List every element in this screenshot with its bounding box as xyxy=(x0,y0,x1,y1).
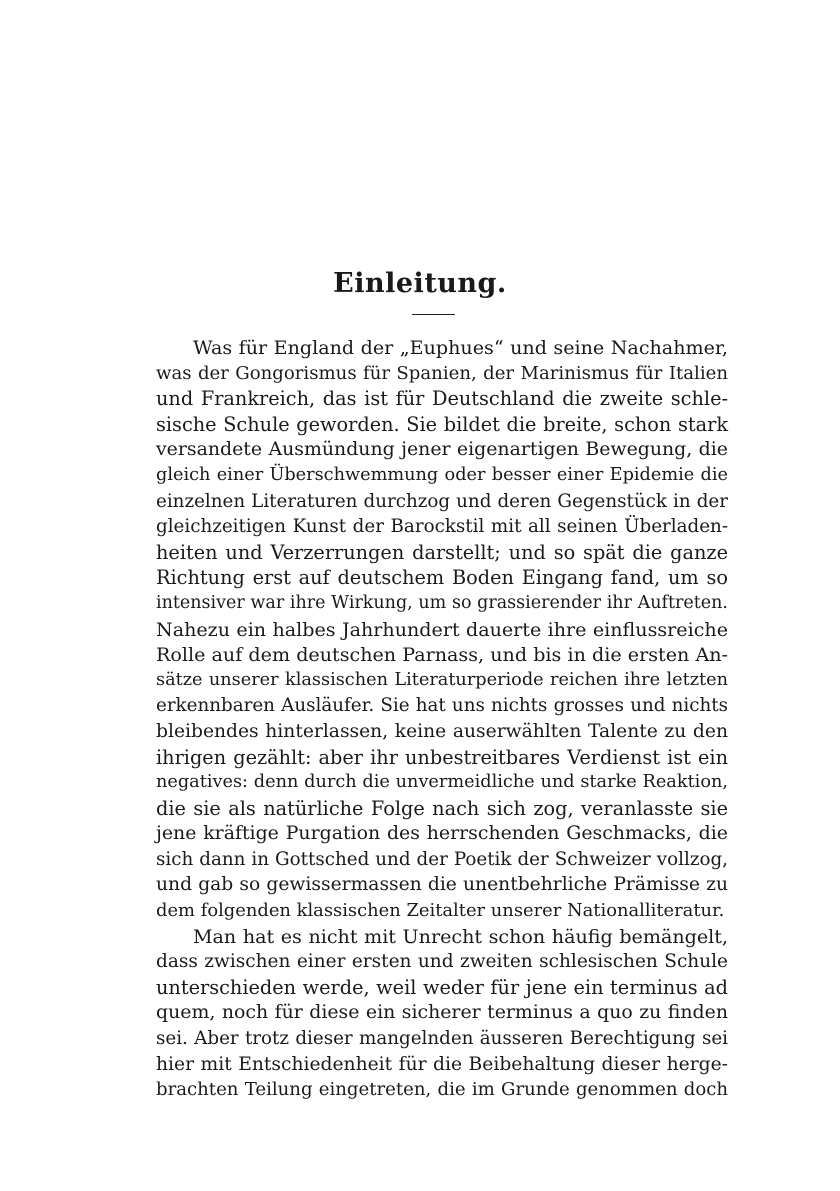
paragraph-1-line: intensiver war ihre Wirkung, um so grassierender ihr Auftreten. xyxy=(156,592,728,613)
paragraph-1-line: jene kräftige Purgation des herrschenden Geschmacks, die xyxy=(156,822,728,845)
paragraph-1-line: Nahezu ein halbes Jahrhundert dauerte ihre einflussreiche xyxy=(156,617,728,641)
paragraph-1-line: erkennbaren Ausläufer. Sie hat uns nichts grosses und nichts xyxy=(156,695,728,717)
paragraph-1-line: versandete Ausmündung jener eigenartigen Bewegung, die xyxy=(156,438,728,461)
paragraph-1-line: die sie als natürliche Folge nach sich zog, veranlasste sie xyxy=(156,796,728,820)
paragraph-1-line: bleibendes hinterlassen, keine auserwählten Talente zu den xyxy=(156,720,728,742)
paragraph-1-line: negatives: denn durch die unvermeidliche und starke Reaktion, xyxy=(156,772,728,793)
paragraph-1-line: einzelnen Literaturen durchzog und deren Gegenstück in der xyxy=(156,490,728,512)
paragraph-2-line: sei. Aber trotz dieser mangelnden äusseren Berechtigung sei xyxy=(156,1028,728,1050)
paragraph-1-line: Was für England der „Euphues“ und seine Nachahmer, xyxy=(193,336,728,359)
paragraph-2-line: dass zwischen einer ersten und zweiten schlesischen Schule xyxy=(156,951,728,973)
paragraph-1-line: und gab so gewissermassen die unentbehrliche Prämisse zu xyxy=(156,874,728,896)
paragraph-1-line: Rolle auf dem deutschen Parnass, und bis in die ersten An- xyxy=(156,643,728,667)
paragraph-2-line: Man hat es nicht mit Unrecht schon häufig bemängelt, xyxy=(193,924,728,948)
paragraph-1-line: ihrigen gezählt: aber ihr unbestreitbares Verdienst ist ein xyxy=(156,745,728,769)
chapter-heading: Einleitung. xyxy=(333,268,507,299)
paragraph-1-line: was der Gongorismus für Spanien, der Marinismus für Italien xyxy=(156,362,728,384)
paragraph-2-line: hier mit Entschiedenheit für die Beibehaltung dieser herge- xyxy=(156,1053,728,1075)
paragraph-1-line: gleich einer Überschwemmung oder besser einer Epidemie die xyxy=(156,464,728,485)
paragraph-2-line: brachten Teilung eingetreten, die im Grunde genommen doch xyxy=(156,1079,728,1101)
paragraph-1-line: sich dann in Gottsched und der Poetik der Schweizer vollzog, xyxy=(156,848,728,870)
paragraph-2-line: quem, noch für diese ein sicherer terminus a quo zu finden xyxy=(156,1001,728,1024)
paragraph-1-line: heiten und Verzerrungen darstellt; und so spät die ganze xyxy=(156,540,728,564)
paragraph-2-line: unterschieden werde, weil weder für jene ein terminus ad xyxy=(156,975,728,999)
heading-rule xyxy=(412,314,455,315)
body-text xyxy=(156,335,728,1103)
paragraph-1-line: dem folgenden klassischen Zeitalter unserer Nationalliteratur. xyxy=(156,900,725,922)
paragraph-1-line: Richtung erst auf deutschem Boden Eingang fand, um so xyxy=(156,566,728,590)
paragraph-1-line: und Frankreich, das ist für Deutschland die zweite schle- xyxy=(156,387,728,411)
paragraph-1-line: sische Schule geworden. Sie bildet die breite, schon stark xyxy=(156,412,728,436)
paragraph-1-line: gleichzeitigen Kunst der Barockstil mit all seinen Überladen- xyxy=(156,516,728,538)
paragraph-1-line: sätze unserer klassischen Literaturperiode reichen ihre letzten xyxy=(156,669,728,690)
